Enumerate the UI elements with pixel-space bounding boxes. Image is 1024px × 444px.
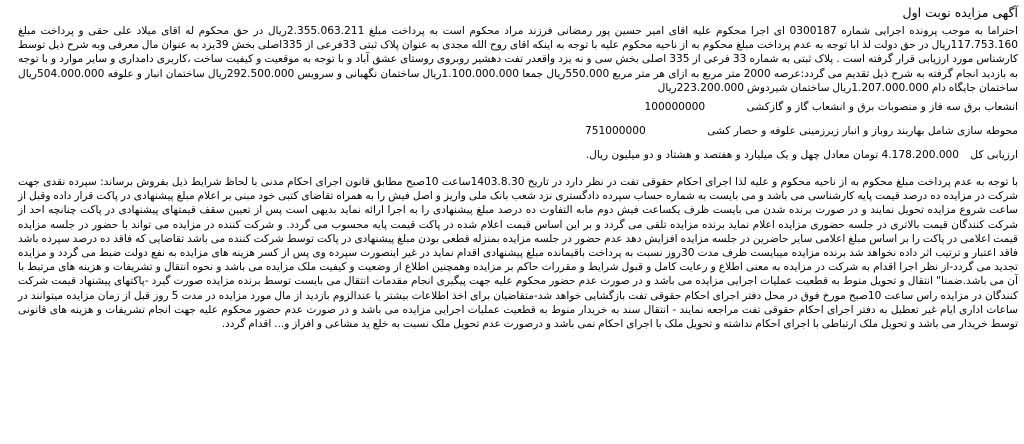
fence-row: [18, 124, 1018, 138]
utilities-row: [18, 100, 1018, 114]
total-appraisal-label: ارزیابی کل: [970, 149, 1018, 162]
case-description-paragraph: احتراما به موجب پرونده اجرایی شماره 0300187 ای اجرا محکوم علیه اقای امیر حسین پور رمضانی فرزند مراد محکوم است به پرداخت مبلغ 2.355.063.211ریال در حق محکوم له اقای میلاد علی حقی و پرداخت مبلغ 117.753.160ریال در حق دولت لذ ابا توجه به عدم پرداخت مبلغ محکوم به از ناحیه محکوم علیه با توجه به اینکه اقای روح الله مجدی به عنوان پلاک ثبتی 33فرعی از 335اصلی بخش 39یزد به عنوان مال معرفی وبه شرح ذیل توسط کارشناس مورد ارزیابی قرار گرفته است . پلاک ثبتی به شماره 33 فرعی از 335 اصلی بخش سی و نه یزد واقعدر تفت دهشیر روبروی روستای عشق آباد و با توجه به موقعیت و کیفیت ساخت ،کاربری دامداری و سایر موارد و با توجه به بازدید انجام گرفته به شرح ذیل تقدیم می گردد:عرصه 2000 متر مربع به ازای هر متر مربع 550.000ریال جمعا 1.100.000.000ریال ساختمان نگهبانی و سرویس 292.500.000ریال ساختمان انبار و علوفه 504.000.000ریال ساختمان جایگاه دام 1.207.000.000ریال ساختمان شیردوش 223.200.000ریال: [18, 25, 1018, 94]
utilities-value: 100000000: [644, 101, 706, 114]
auction-conditions-paragraph: با توجه به عدم پرداخت مبلغ محکوم به از ناحیه محکوم و علیه لذا اجرای احکام حقوقی تفت در نظر دارد در تاریخ 1403.8.30ساعت 10صبح مطابق قانون اجرای احکام مدنی با لحاظ شرایط ذیل بفروش برساند: سپرده نقدی جهت شرکت در مزایده ده درصد قیمت پایه کارشناسی می باشد و می بایست به شماره حساب سپرده دادگستری نزد شعب بانک ملی واریز و اصل فیش را به همراه تقاضای کتبی خود مبنی بر اعلام مبلغ پیشنهادی در پاکت قرار داده وقبل از ساعت شروع مزایده تحویل نمایند و در صورت برنده شدن می بایست ظرف یکساعت فیش دوم مابه التفاوت ده درصد مبلغ پیشنهادی را به اجرا ارائه نماید بدیهی است پس از تعیین سقف قیمتهای پیشنهادی در پاکت چنانچه احد از شرکت کنندگان قیمت بالاتری در جلسه حضوری مزایده اعلام نماید برنده مزایده تلقی می گردد و بر این اساس قیمت اعلام شده در پاکت قیمت پایه محسوب می گردد. و شرکت کننده در مزایده می تواند با حضور در جلسه مزایده قیمت اعلامی در پاکت را بر اساس مبلغ اعلامی سایر حاضرین در جلسه مزایده افزایش دهد عدم حضور در جلسه مزایده بمنزله قطعی بودن مبلغ پیشنهادی در پاکت توسط شرکت کننده می باشد تقاضایی که فاقد ده درصد سپرده باشد فاقد اعتبار و ترتیب اثر داده نخواهد شد برنده مزایده میبایست ظرف مدت 30روز نسبت به پرداخت باقیمانده مبلغ پیشنهادی اقدام نماید در غیر اینصورت سپرده وی پس از کسر هزینه های مزایده به نفع دولت ضبط می گردد و مزایده تجدید می گردد-از نظر اجرا اقدام به شرکت در مزایده به معنی اطلاع و رعایت کامل و قبول شرایط و مقررات حاکم بر مزایده وهمچنین اطلاع از وضعیت و کیفیت ملک مزایده می باشد و نحوه انتقال و تشریفات و هزینه های مرتبط با آن می باشد.ضمنا" انتقال و تحویل منوط به قطعیت عملیات اجرایی مزایده می باشد و در صورت عدم حضور محکوم علیه جهت پیگیری انجام مقدمات انتقال می بایست توسط برنده مزایده صورت گیرد -پاکتهای پیشنهاد قیمت شرکت کنندگان در مزایده راس ساعت 10صبح مورخ فوق در محل دفتر اجرای احکام حقوقی تفت بازگشایی خواهد شد-متقاضیان برای اخذ اطلاعات بیشتر یا عندالزوم بازدید از مال مورد مزایده در مدت 5 روز قبل از زمان مزایده میتوانند در ساعات اداری ایام غیر تعطیل به دفتر اجرای احکام حقوقی تفت مراجعه نمایند - انتقال سند به خریدار منوط به قطعیت عملیات اجرایی مزایده می باشد و در صورت عدم حضور محکوم علیه جهت انجام تشریفات و هزینه های قانونی توسط خریدار می باشد و تحویل ملک ارتباطی با اجرای احکام نداشته و تحویل ملک با اجرای احکام نمی باشد و درصورت عدم تحویل ملک نسبت به خلع ید مشاعی و افراز و... اقدام گردد.: [18, 176, 1019, 331]
utilities-label: انشعاب برق سه فاز و منصوبات برق و انشعاب گاز و گازکشی: [746, 101, 1018, 114]
total-appraisal-row: [18, 148, 1018, 162]
auction-notice: [12, 0, 1024, 444]
fence-label: محوطه سازی شامل بهاربند روباز و انبار زیرزمینی علوفه و حصار کشی: [707, 125, 1018, 138]
notice-title: آگهی مزایده نوبت اول: [902, 5, 1018, 20]
total-appraisal-value: 4.178.200.000 تومان معادل چهل و یک میلیارد و هفتصد و هشتاد و دو میلیون ریال.: [585, 149, 960, 162]
fence-value: 751000000: [585, 125, 646, 138]
